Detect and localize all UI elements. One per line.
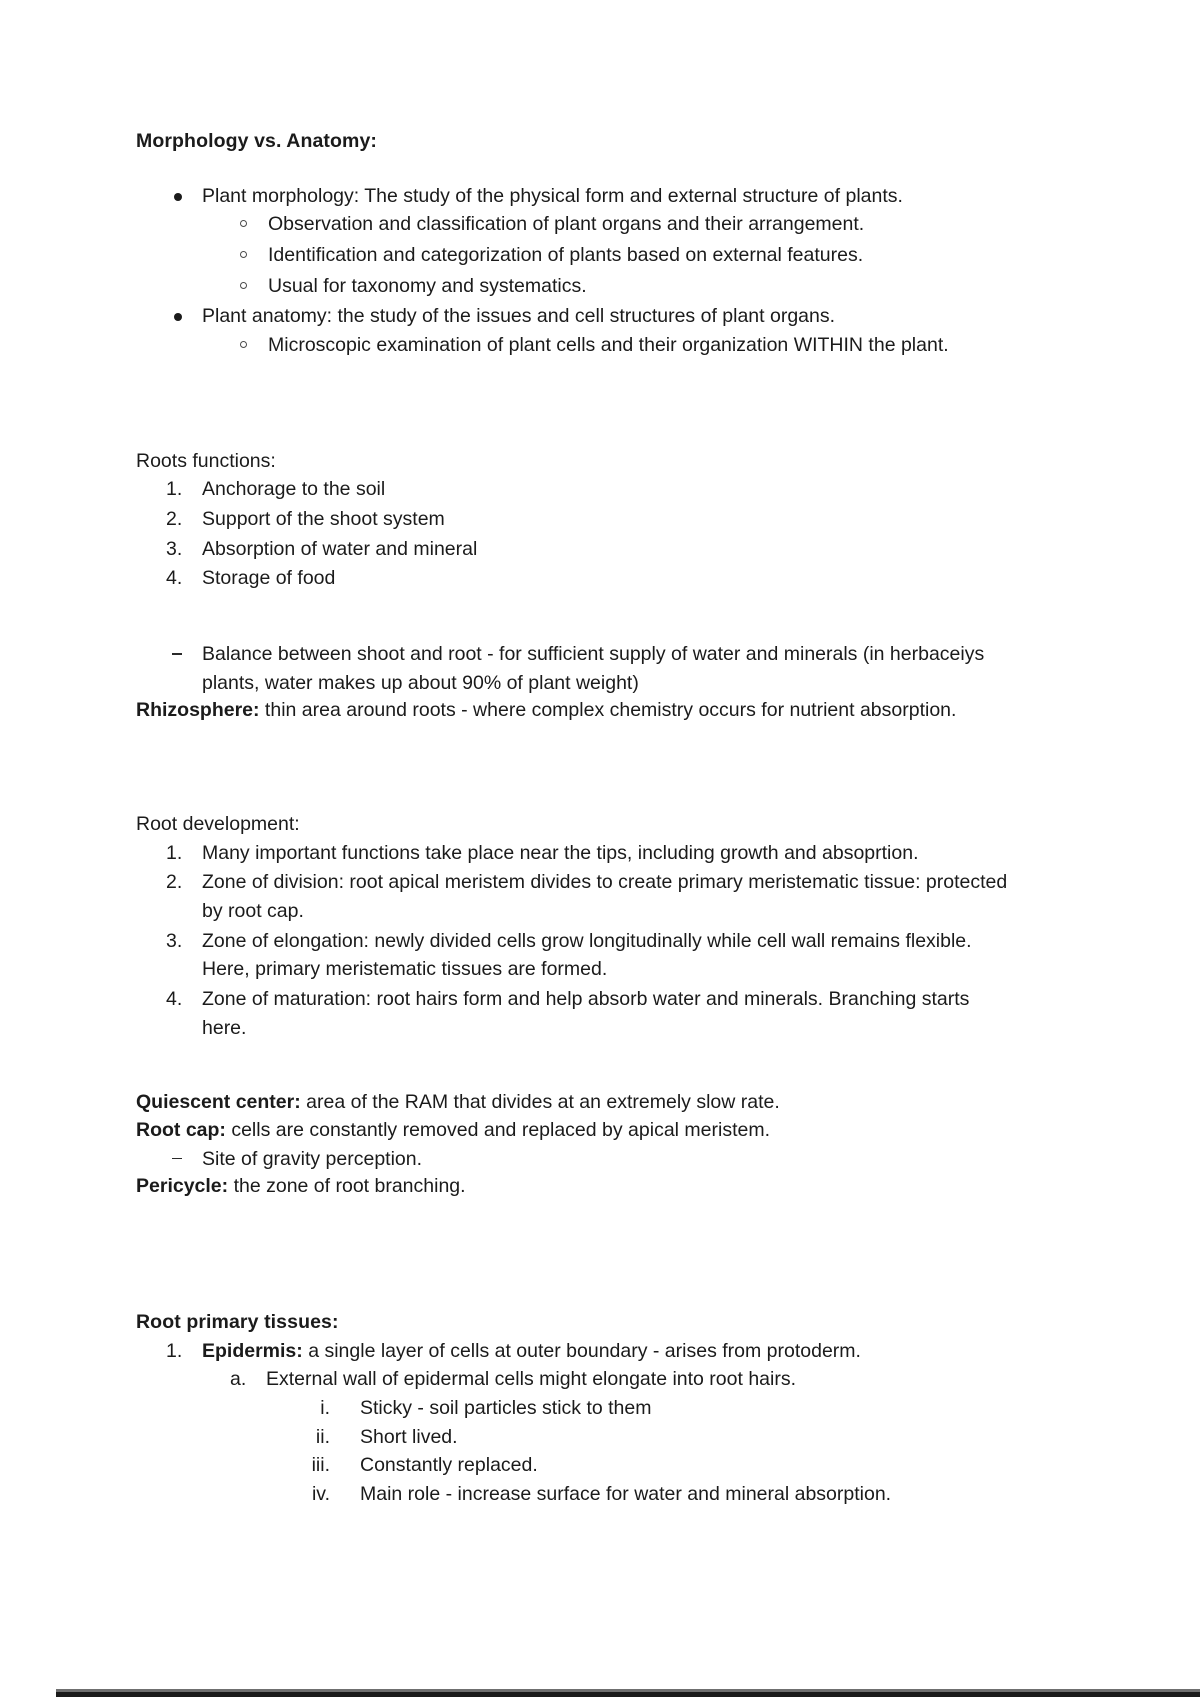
list-item — [202, 331, 1016, 360]
list-item: Constantly replaced. — [360, 1454, 538, 1477]
list-item-text: Plant anatomy: the study of the issues and cell structures of plant organs. — [202, 305, 836, 328]
document-content — [136, 128, 1016, 1510]
balance-note-list — [136, 640, 1016, 697]
bullet-circle-icon — [240, 220, 247, 227]
list-item: Anchorage to the soil — [202, 478, 386, 501]
list-item — [136, 640, 1016, 697]
list-item-text: Plant morphology: The study of the physical form and external structure of plants. — [202, 184, 903, 207]
list-item: Sticky - soil particles stick to them — [360, 1396, 652, 1419]
morphology-sub-list — [202, 210, 1016, 300]
pericycle-text: the zone of root branching. — [228, 1175, 466, 1198]
rhizosphere-text: thin area around roots - where complex chemistry occurs for nutrient absorption. — [259, 699, 957, 722]
epidermis-term: Epidermis: — [202, 1339, 303, 1362]
heading-morphology-vs-anatomy: Morphology vs. Anatomy: — [136, 130, 378, 152]
root-cap-definition — [136, 1117, 1016, 1145]
epidermis-text: a single layer of cells at outer boundary - arises from protoderm. — [302, 1339, 861, 1362]
bullet-circle-icon — [240, 251, 247, 258]
list-item-text: Observation and classification of plant organs and their arrangement. — [268, 213, 865, 236]
list-item: Zone of division: root apical meristem divides to create primary meristematic tissue: protected by root cap. — [202, 871, 1008, 922]
quiescent-center-term: Quiescent center: — [136, 1091, 301, 1114]
list-item: Short lived. — [360, 1425, 458, 1448]
list-item: Zone of maturation: root hairs form and help absorb water and minerals. Branching starts here. — [202, 987, 970, 1039]
bullet-disc-icon — [174, 313, 182, 321]
bullet-circle-icon — [240, 282, 247, 289]
morphology-bullet-list — [136, 182, 1016, 360]
spacer — [136, 1043, 1016, 1089]
anatomy-sub-list — [202, 331, 1016, 360]
list-item: Zone of elongation: newly divided cells grow longitudinally while cell wall remains flexible. Here, primary meristematic tissues are formed. — [202, 929, 972, 981]
rhizosphere-definition — [136, 697, 1016, 725]
list-item: Main role - increase surface for water and mineral absorption. — [360, 1482, 892, 1505]
spacer — [136, 362, 1016, 448]
quiescent-center-definition — [136, 1089, 1016, 1117]
pericycle-term: Pericycle: — [136, 1175, 229, 1198]
root-hairs-roman-list — [266, 1394, 1016, 1509]
list-item — [202, 241, 1016, 270]
list-item — [136, 1337, 1016, 1509]
pericycle-definition — [136, 1173, 1016, 1201]
list-item: Absorption of water and mineral — [202, 537, 478, 560]
page-bottom-edge — [56, 1692, 1200, 1697]
list-item-text: Balance between shoot and root - for sufficient supply of water and minerals (in herbaceiys plants, water makes up about 90% of plant weight) — [202, 642, 985, 694]
roots-functions-list — [136, 475, 1016, 593]
list-item-text: External wall of epidermal cells might elongate into root hairs. — [266, 1368, 797, 1391]
list-item-text: Site of gravity perception. — [202, 1147, 423, 1170]
bullet-circle-icon — [240, 341, 247, 348]
heading-root-development: Root development: — [136, 812, 300, 835]
list-item — [202, 210, 1016, 239]
epidermis-sub-list — [202, 1365, 1016, 1508]
list-item-text: Usual for taxonomy and systematics. — [268, 274, 587, 297]
list-item — [136, 1145, 1016, 1174]
rhizosphere-term: Rhizosphere: — [136, 699, 260, 722]
heading-roots-functions: Roots functions: — [136, 449, 276, 472]
list-item — [136, 182, 1016, 301]
heading-root-primary-tissues: Root primary tissues: — [136, 1310, 339, 1333]
bullet-disc-icon — [174, 193, 182, 201]
root-development-list — [136, 839, 1016, 1043]
quiescent-center-text: area of the RAM that divides at an extremely slow rate. — [300, 1091, 780, 1114]
list-item — [202, 272, 1016, 301]
root-cap-term: Root cap: — [136, 1118, 226, 1141]
spacer — [136, 1201, 1016, 1309]
bullet-dash-icon — [172, 1158, 182, 1160]
list-item: Many important functions take place near the tips, including growth and absoprtion. — [202, 841, 919, 864]
list-item-text: Microscopic examination of plant cells and their organization WITHIN the plant. — [268, 333, 949, 356]
list-item — [202, 1365, 1016, 1508]
list-item: Storage of food — [202, 567, 336, 590]
root-cap-text: cells are constantly removed and replaced by apical meristem. — [225, 1118, 771, 1141]
spacer — [136, 725, 1016, 811]
spacer — [136, 156, 1016, 182]
list-item — [136, 302, 1016, 359]
primary-tissues-list — [136, 1337, 1016, 1509]
list-item-text: Identification and categorization of plants based on external features. — [268, 244, 864, 266]
list-item: Support of the shoot system — [202, 507, 445, 530]
root-cap-sub-list — [136, 1145, 1016, 1174]
bullet-dash-icon — [172, 653, 182, 655]
spacer — [136, 594, 1016, 640]
